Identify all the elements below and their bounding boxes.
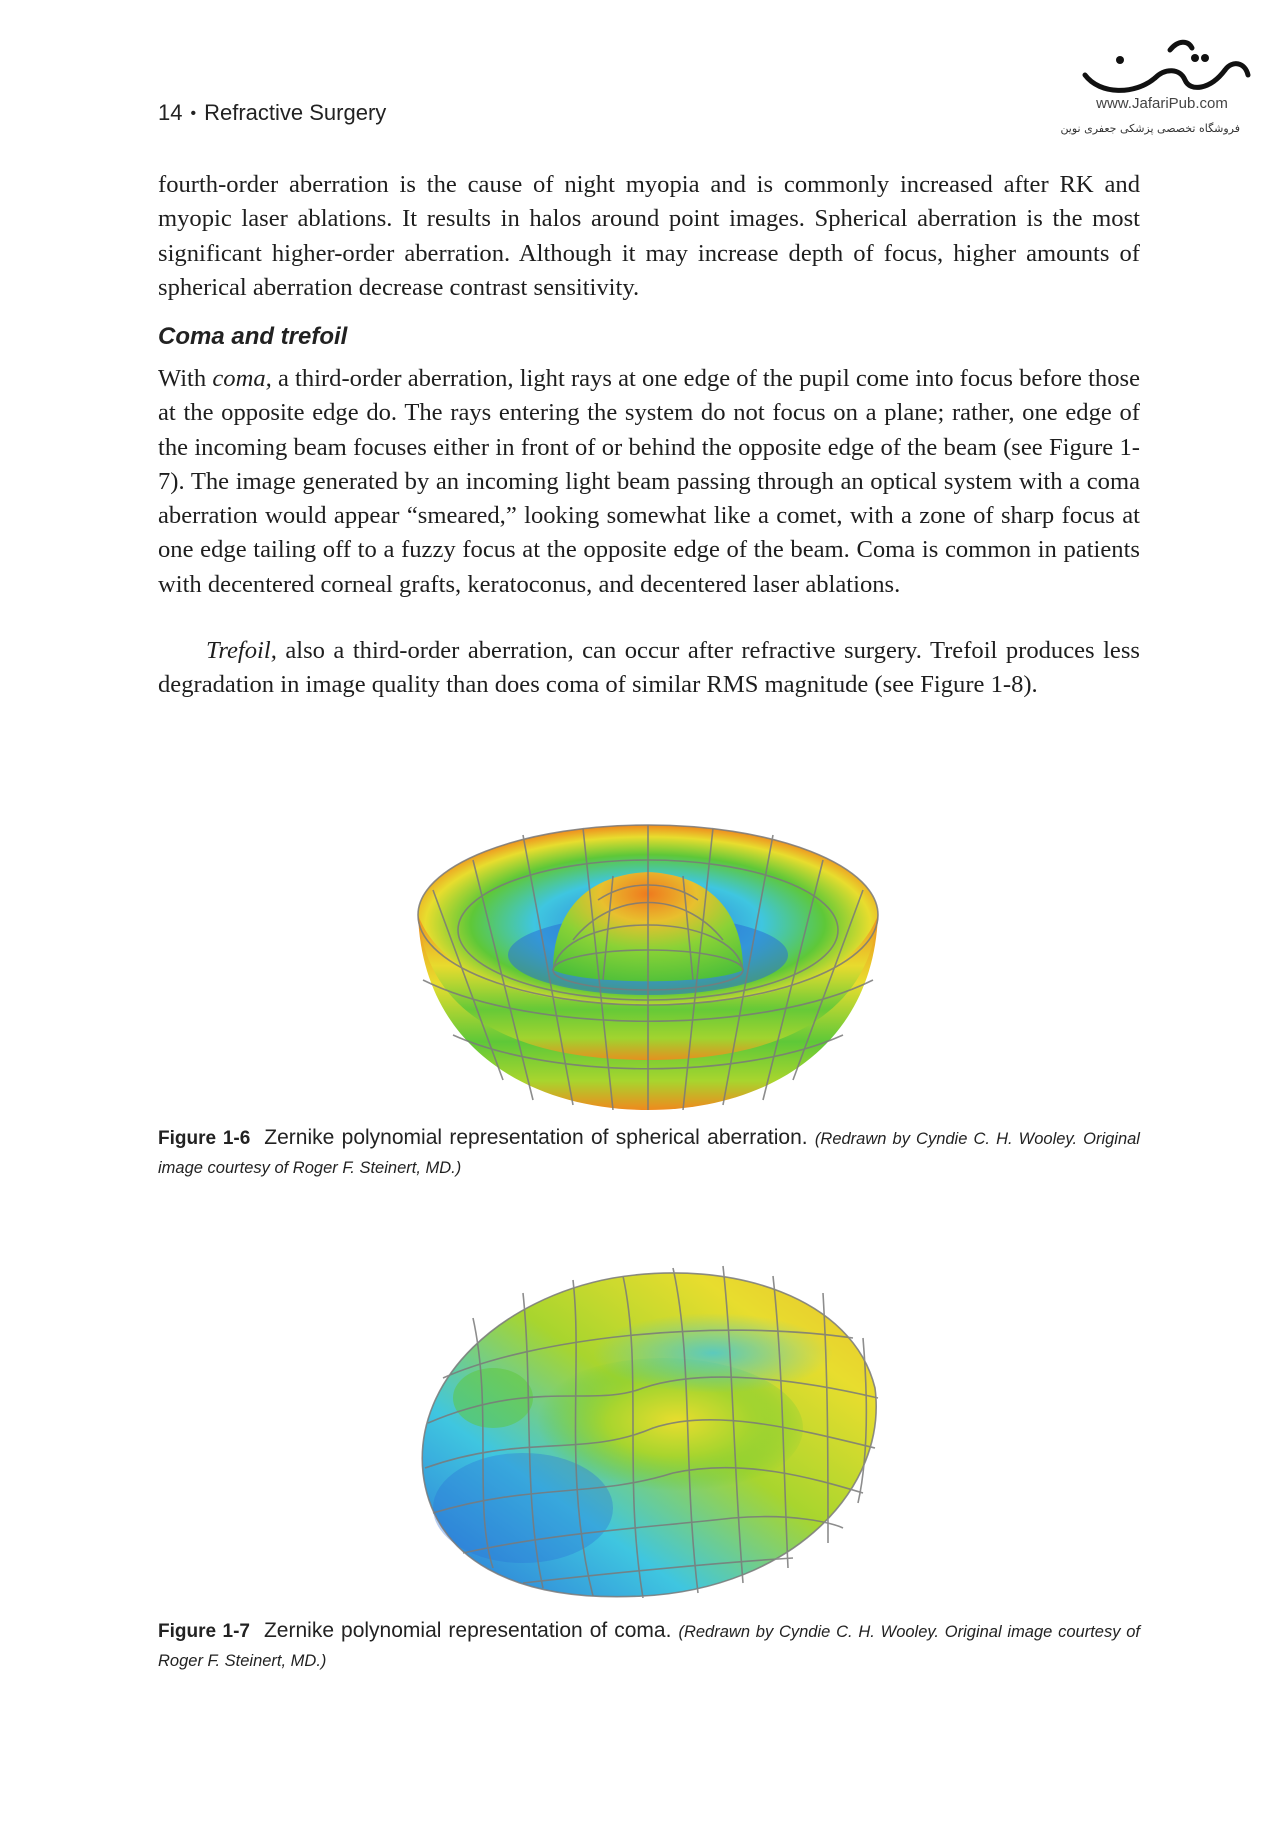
header-separator: • [190,105,197,122]
figure-1-6-credit: (Redrawn by Cyndie C. H. Wooley. Original image courtesy of Roger F. Steinert, MD.) [158,1130,1140,1177]
term-coma: coma, [212,365,272,392]
paragraph-coma [158,362,1140,602]
figure-1-7-caption-text: Zernike polynomial representation of coma. [263,1619,672,1642]
paragraph-spherical-aberration: fourth-order aberration is the cause of night myopia and is commonly increased after RK and myopic laser ablations. It results in halos around point images. Spherical aberration is the most significant higher-order aberration. Although it may increase depth of focus, higher amounts of spherical aberration decrease contrast sensitivity. [158,171,1140,301]
figure-1-6-caption [158,1124,1140,1182]
paragraph-trefoil [158,634,1140,703]
page-number: 14 [158,100,183,125]
term-trefoil: Trefoil, [206,637,277,664]
running-header [158,100,386,126]
paragraph-coma-body: a third-order aberration, light rays at one edge of the pupil come into focus before those at the opposite edge do. The rays entering the system do not focus on a plane; rather, one edge of the incoming beam focuses either in front of or behind the opposite edge of the beam (see Figure 1-7). The image generated by an incoming light beam passing through an optical system with a coma aberration would appear “smeared,” looking somewhat like a comet, with a zone of sharp focus at one edge tailing off to a fuzzy focus at the opposite edge of the beam. Coma is common in patients with decentered corneal grafts, keratoconus, and decentered laser ablations. [158,365,1141,598]
paragraph-trefoil-body: also a third-order aberration, can occur after refractive surgery. Trefoil produces less degradation in image quality than does coma of similar RMS magnitude (see Figure 1-8). [158,637,1140,699]
figure-1-6-label: Figure 1-6 [158,1128,251,1149]
figure-1-7-credit: (Redrawn by Cyndie C. H. Wooley. Original image courtesy of Roger F. Steinert, MD.) [158,1623,1140,1670]
publisher-persian-name: فروشگاه تخصصی پزشکی جعفری نوین [1060,122,1240,135]
figure-1-7-label: Figure 1-7 [158,1621,250,1642]
paragraph-coma-lead: With [158,365,213,392]
figure-1-7-caption [158,1617,1140,1675]
publisher-url: www.JafariPub.com [1096,95,1228,112]
section-heading: Coma and trefoil [158,323,348,350]
book-title: Refractive Surgery [204,100,387,125]
figure-1-7-coma-surface [413,1258,883,1598]
figure-1-6-spherical-aberration-surface [413,820,883,1110]
figure-1-6-caption-text: Zernike polynomial representation of spherical aberration. [264,1126,808,1149]
